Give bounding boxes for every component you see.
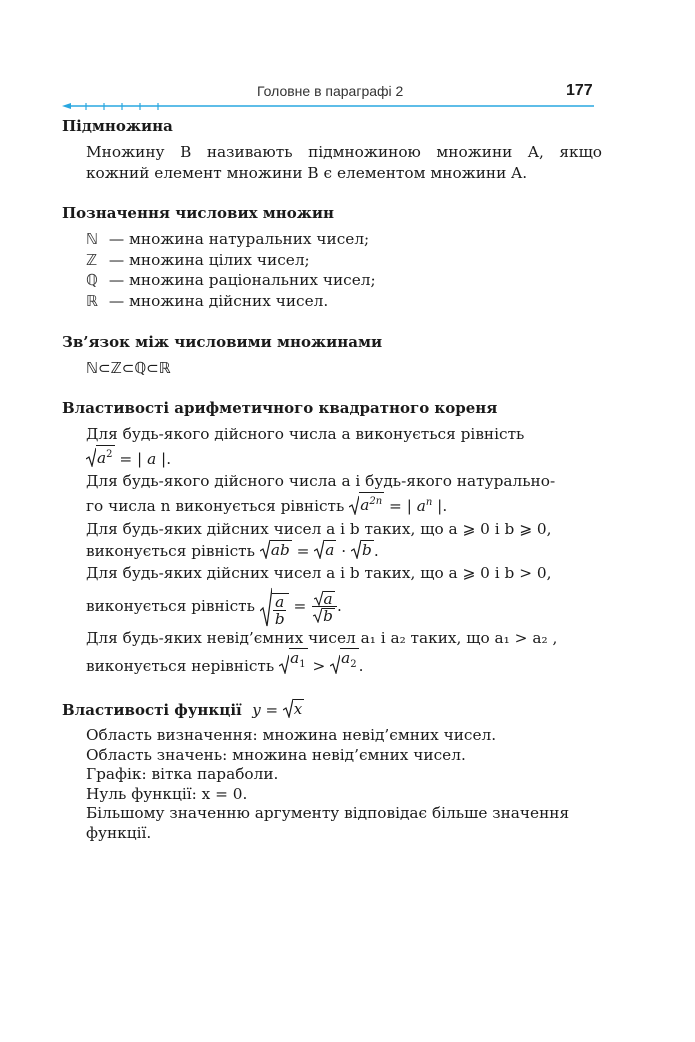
page-number: 177: [566, 82, 593, 99]
notation-item: ℝ — множина дійсних чисел.: [86, 291, 329, 310]
prop-3-line1: Для будь-яких дійсних чисел a і b таких, що a ⩾ 0 і b ⩾ 0,: [86, 519, 552, 538]
heading-function-properties: Властивості функції y = x: [62, 700, 303, 720]
func-line: Область значень: множина невід’ємних чисел.: [86, 745, 466, 764]
root-properties: [86, 424, 602, 678]
notation-item: ℚ — множина раціональних чисел;: [86, 271, 376, 290]
subset-text: Множину B називають підмножиною множини A, якщо кожний елемент множини B є елементом множини A.: [86, 143, 602, 182]
running-header-title: Головне в параграфі 2: [257, 83, 404, 99]
prop-4-line2: виконується рівність $\frac{a}{b}$ = $\frac{a}{b}$ .: [86, 584, 602, 628]
func-line: Графік: вітка параболи.: [86, 765, 279, 784]
heading-relation: Зв’язок між числовими множинами: [62, 332, 383, 351]
prop-2-line2: го числа n виконується рівність $a^{2n}$ = | $a^n$ |.: [86, 491, 602, 518]
heading-root-properties: Властивості арифметичного квадратного кореня: [62, 399, 498, 418]
func-line: Область визначення: множина невід’ємних чисел.: [86, 726, 497, 745]
heading-notation: Позначення числових множин: [62, 204, 335, 223]
prop-5-line1: Для будь-яких невід’ємних чисел a₁ і a₂ таких, що a₁ > a₂ ,: [86, 628, 558, 647]
notation-item: ℕ — множина натуральних чисел;: [86, 230, 370, 249]
func-line: функції.: [86, 823, 152, 842]
subset-definition: [86, 142, 602, 183]
func-line: Нуль функції: x = 0.: [86, 784, 248, 803]
prop-3-line2: виконується рівність ab = a · b .: [86, 541, 379, 561]
set-chain: ℕ⊂ℤ⊂ℚ⊂ℝ: [86, 358, 171, 377]
prop-2-line1: Для будь-якого дійсного числа a і будь-якого натурально-: [86, 471, 556, 490]
prop-4-line1: Для будь-яких дійсних чисел a і b таких, що a ⩾ 0 і b > 0,: [86, 564, 552, 583]
function-properties: [86, 726, 602, 843]
func-line: Більшому значенню аргументу відповідає більше значення: [86, 804, 570, 823]
relation-formula: [86, 358, 602, 379]
page-content: [62, 116, 602, 843]
prop-5-line2: виконується нерівність $a_1$ > $a_2$ .: [86, 649, 364, 676]
notation-item: ℤ — множина цілих чисел;: [86, 250, 310, 269]
header-rule: [62, 103, 594, 115]
heading-subset: Підмножина: [62, 117, 173, 135]
prop-1-formula: $a^2$ = | a |.: [86, 445, 602, 471]
notation-list: [86, 229, 602, 311]
prop-1-text: Для будь-якого дійсного числа a виконується рівність: [86, 425, 525, 444]
